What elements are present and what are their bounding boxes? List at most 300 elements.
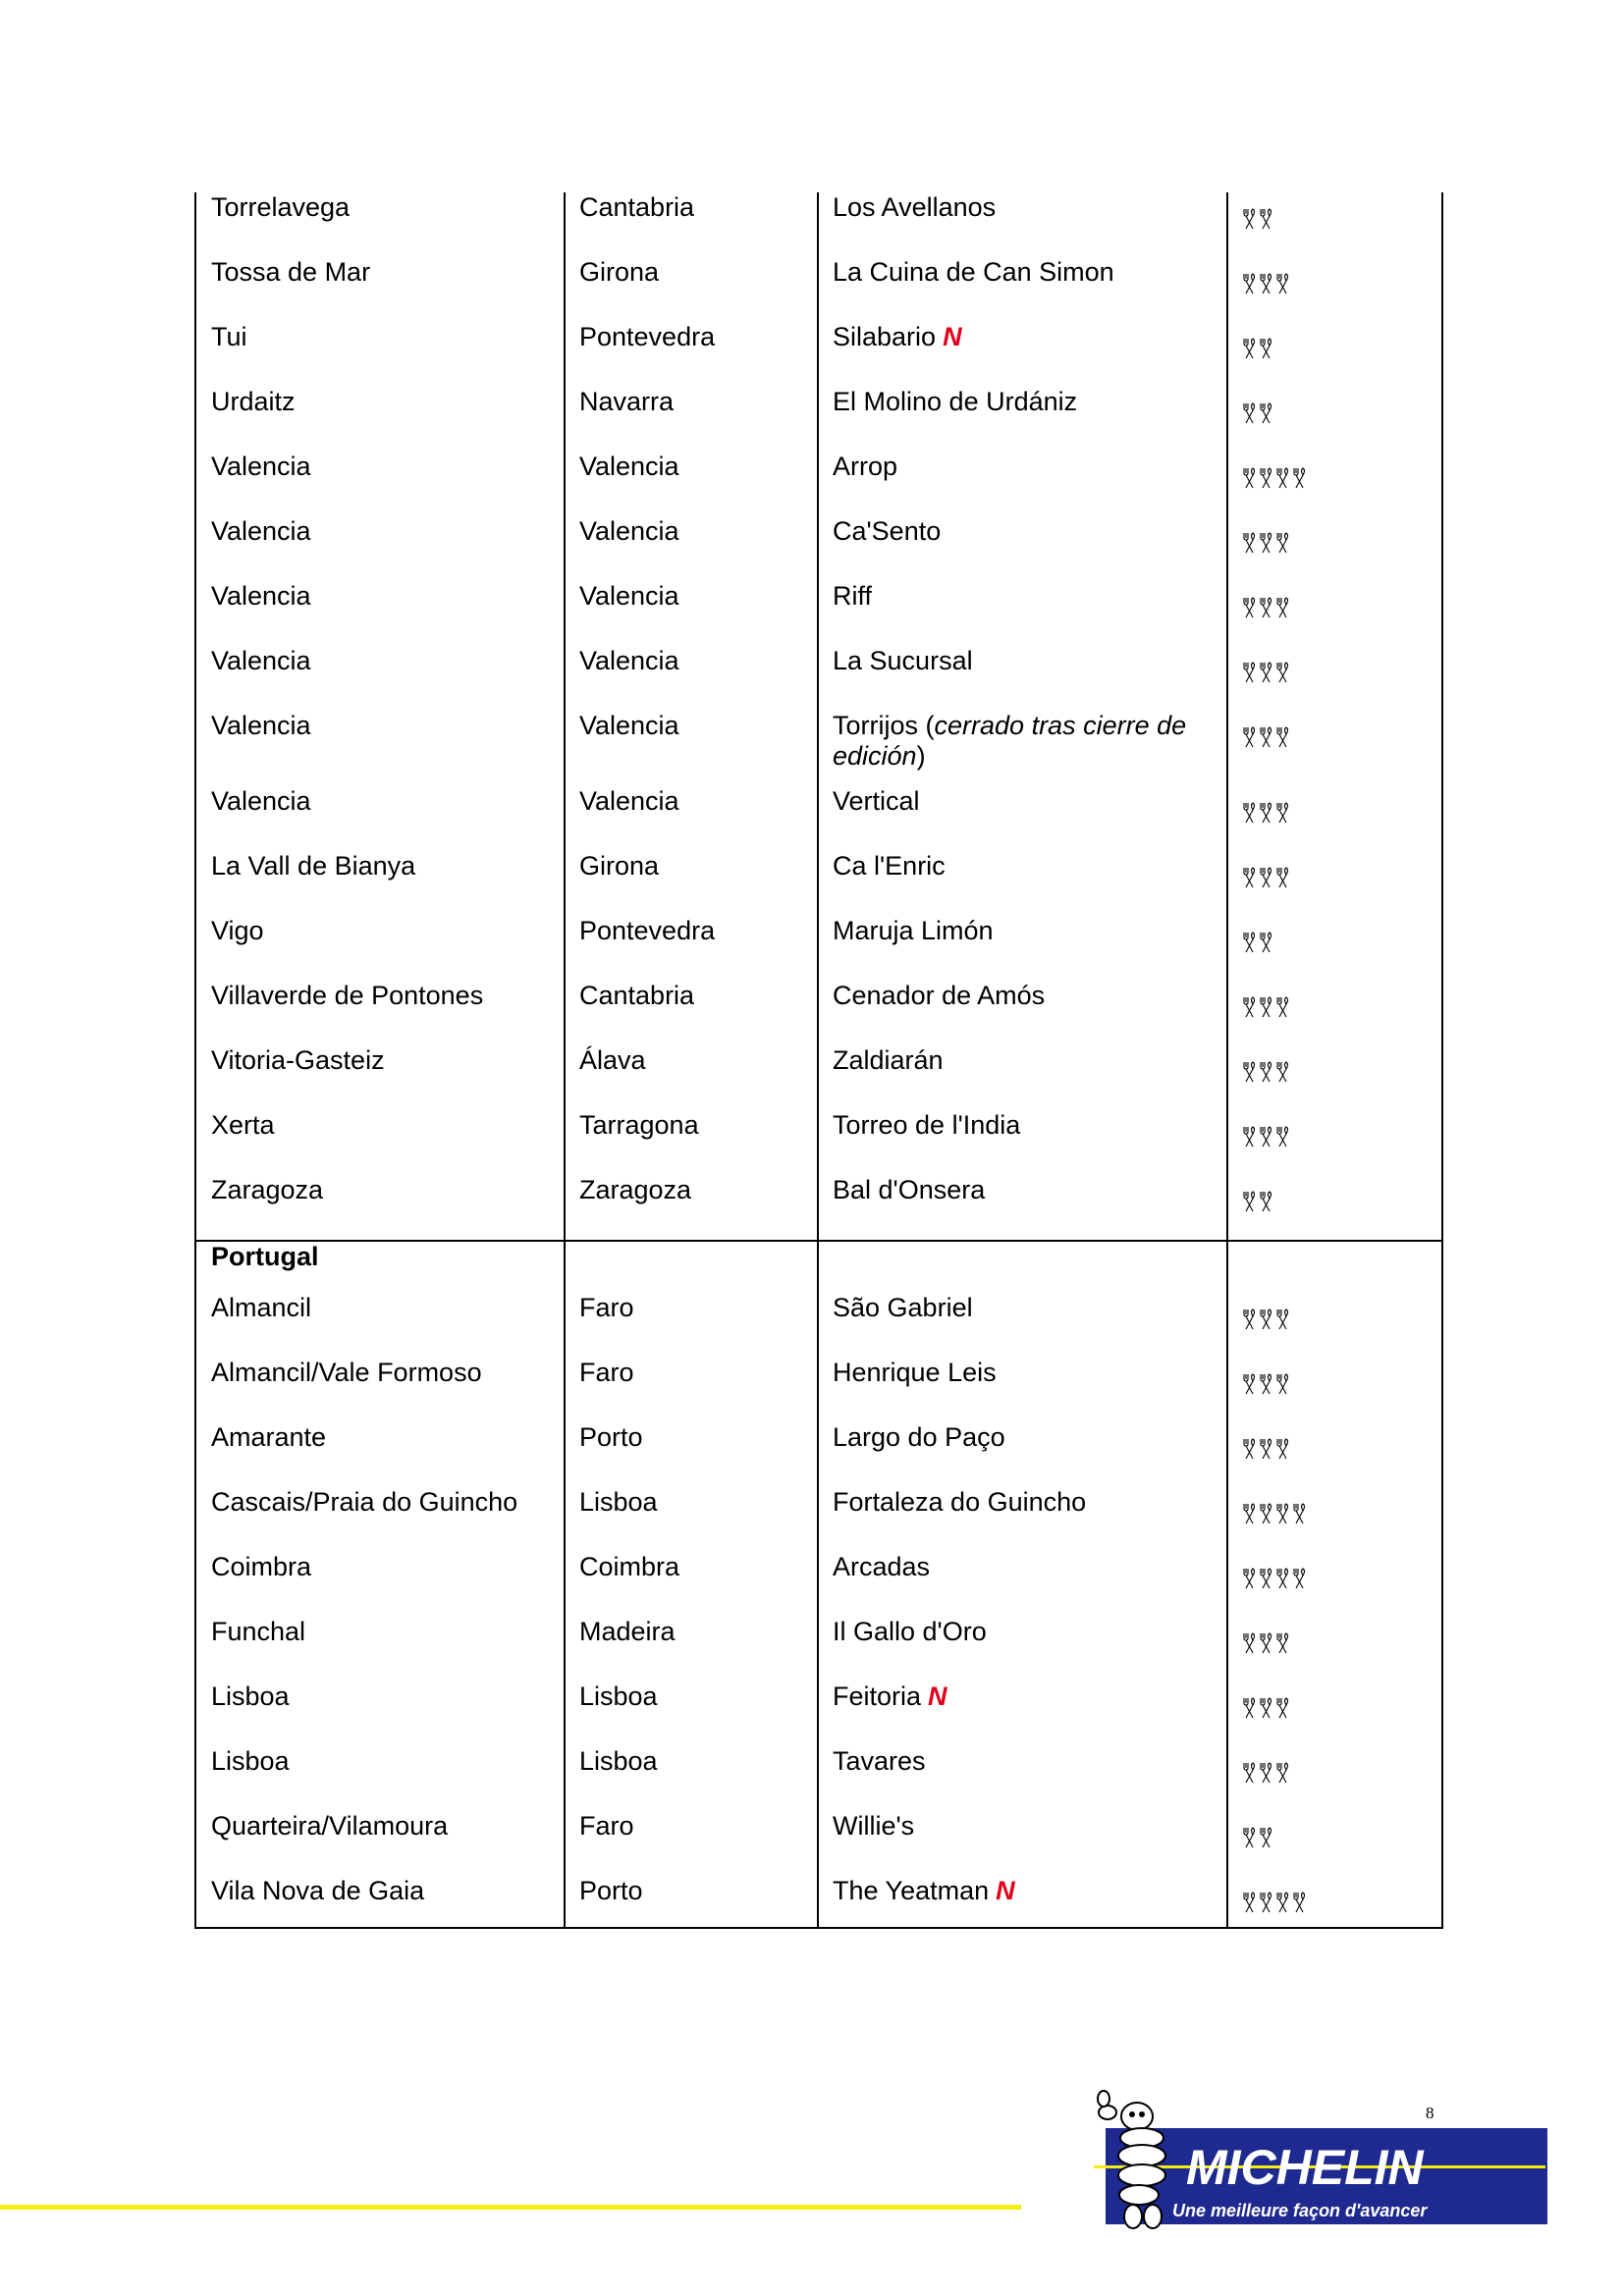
fork-icon (1292, 1890, 1307, 1920)
town-name: Valencia (211, 516, 311, 546)
town-name: Tossa de Mar (211, 257, 371, 287)
fork-icon (1242, 1630, 1257, 1661)
province-cell (565, 1175, 818, 1241)
rating-cell (1227, 981, 1442, 1045)
fork-rating (1242, 1124, 1290, 1154)
rating-cell (1227, 1552, 1442, 1617)
province-name: Valencia (579, 711, 679, 740)
restaurant-name: Vertical (833, 786, 920, 816)
fork-rating (1242, 595, 1290, 625)
fork-rating (1242, 271, 1290, 301)
town-cell (195, 387, 565, 452)
province-cell (565, 851, 818, 916)
province-name: Girona (579, 851, 660, 881)
fork-rating (1242, 206, 1273, 237)
town-cell (195, 1045, 565, 1110)
town-name: Cascais/Praia do Guincho (211, 1487, 518, 1517)
fork-rating (1242, 1825, 1273, 1855)
restaurant-name: Maruja Limón (833, 916, 994, 945)
province-cell (565, 516, 818, 581)
empty-cell (818, 1241, 1227, 1293)
new-badge: N (943, 322, 962, 351)
table-row (195, 1422, 1442, 1487)
fork-icon (1242, 1307, 1257, 1337)
table-row (195, 711, 1442, 786)
province-cell (565, 192, 818, 257)
fork-icon (1242, 1695, 1257, 1726)
province-name: Valencia (579, 516, 679, 546)
rating-cell (1227, 1110, 1442, 1175)
fork-icon (1242, 1825, 1257, 1855)
fork-icon (1275, 1307, 1290, 1337)
town-name: Almancil/Vale Formoso (211, 1358, 482, 1387)
town-name: Vigo (211, 916, 264, 945)
rating-cell (1227, 1487, 1442, 1552)
fork-icon (1259, 1124, 1273, 1154)
town-cell (195, 192, 565, 257)
fork-icon (1275, 994, 1290, 1025)
fork-icon (1259, 1371, 1273, 1402)
rating-cell (1227, 786, 1442, 851)
restaurant-cell (818, 916, 1227, 981)
page-number: 8 (1426, 2104, 1434, 2122)
fork-icon (1259, 1501, 1273, 1531)
restaurant-cell (818, 516, 1227, 581)
restaurant-note: cerrado tras cierre de edición (833, 711, 1187, 771)
rating-cell (1227, 1422, 1442, 1487)
province-cell (565, 581, 818, 646)
fork-icon (1275, 530, 1290, 561)
province-cell (565, 1811, 818, 1876)
table-body (195, 192, 1442, 1928)
province-cell (565, 1487, 818, 1552)
rating-cell (1227, 1811, 1442, 1876)
fork-icon (1259, 1630, 1273, 1661)
restaurant-name: La Sucursal (833, 646, 973, 675)
fork-icon (1259, 206, 1273, 237)
fork-icon (1242, 530, 1257, 561)
rating-cell (1227, 516, 1442, 581)
restaurant-name: São Gabriel (833, 1293, 973, 1322)
table-row (195, 581, 1442, 646)
fork-icon (1259, 660, 1273, 690)
fork-icon (1242, 724, 1257, 755)
town-name: Lisboa (211, 1746, 290, 1776)
province-cell (565, 1293, 818, 1358)
table-row (195, 1746, 1442, 1811)
fork-icon (1275, 1371, 1290, 1402)
province-name: Faro (579, 1811, 634, 1841)
restaurant-name: Henrique Leis (833, 1358, 997, 1387)
restaurant-cell (818, 1746, 1227, 1811)
fork-rating (1242, 1371, 1290, 1402)
province-name: Zaragoza (579, 1175, 692, 1204)
province-cell (565, 1110, 818, 1175)
table-row (195, 1552, 1442, 1617)
restaurant-cell (818, 1293, 1227, 1358)
rating-cell (1227, 711, 1442, 786)
restaurant-cell (818, 1682, 1227, 1746)
logo-brand-name: MICHELIN (1186, 2140, 1424, 2195)
section-header-row (195, 1241, 1442, 1293)
table-row (195, 916, 1442, 981)
table-row (195, 1110, 1442, 1175)
town-name: Torrelavega (211, 192, 351, 222)
town-name: La Vall de Bianya (211, 851, 416, 881)
fork-icon (1275, 1890, 1290, 1920)
restaurant-cell (818, 1552, 1227, 1617)
town-cell (195, 981, 565, 1045)
town-name: Funchal (211, 1617, 306, 1646)
fork-icon (1275, 1760, 1290, 1790)
restaurant-name: Cenador de Amós (833, 981, 1046, 1010)
town-cell (195, 646, 565, 711)
town-name: Villaverde de Pontones (211, 981, 484, 1010)
town-cell (195, 1293, 565, 1358)
restaurant-name: Torrijos ( (833, 711, 935, 740)
table-row (195, 1358, 1442, 1422)
fork-icon (1259, 930, 1273, 960)
fork-rating (1242, 660, 1290, 690)
fork-rating (1242, 1695, 1290, 1726)
restaurant-cell (818, 1110, 1227, 1175)
fork-icon (1259, 1307, 1273, 1337)
town-cell (195, 1811, 565, 1876)
restaurant-name: Los Avellanos (833, 192, 997, 222)
province-cell (565, 322, 818, 387)
rating-cell (1227, 1293, 1442, 1358)
town-cell (195, 322, 565, 387)
table-row (195, 516, 1442, 581)
fork-icon (1259, 271, 1273, 301)
fork-icon (1275, 724, 1290, 755)
table-row (195, 1682, 1442, 1746)
restaurant-cell (818, 1422, 1227, 1487)
town-name: Vila Nova de Gaia (211, 1876, 425, 1905)
town-cell (195, 916, 565, 981)
fork-icon (1292, 465, 1307, 496)
table-row (195, 322, 1442, 387)
new-badge: N (996, 1876, 1015, 1905)
fork-rating (1242, 1890, 1307, 1920)
fork-icon (1275, 1695, 1290, 1726)
restaurant-cell (818, 1487, 1227, 1552)
restaurant-cell (818, 1175, 1227, 1241)
empty-cell (1227, 1241, 1442, 1293)
province-cell (565, 646, 818, 711)
restaurant-name: El Molino de Urdániz (833, 387, 1078, 416)
fork-icon (1292, 1566, 1307, 1596)
town-cell (195, 1617, 565, 1682)
fork-icon (1242, 1890, 1257, 1920)
restaurant-cell (818, 981, 1227, 1045)
fork-rating (1242, 1501, 1307, 1531)
restaurant-cell (818, 851, 1227, 916)
fork-rating (1242, 1189, 1273, 1219)
table-row (195, 257, 1442, 322)
fork-rating (1242, 800, 1290, 830)
restaurant-name: Ca'Sento (833, 516, 942, 546)
town-name: Zaragoza (211, 1175, 324, 1204)
new-badge: N (928, 1682, 947, 1711)
fork-rating (1242, 336, 1273, 366)
restaurant-suffix: ) (916, 741, 926, 771)
fork-icon (1259, 465, 1273, 496)
rating-cell (1227, 1682, 1442, 1746)
logo-slogan: Une meilleure façon d'avancer (1172, 2201, 1428, 2220)
restaurant-name: Largo do Paço (833, 1422, 1005, 1452)
province-cell (565, 1422, 818, 1487)
fork-rating (1242, 530, 1290, 561)
table-row (195, 786, 1442, 851)
fork-icon (1242, 930, 1257, 960)
province-cell (565, 1358, 818, 1422)
town-cell (195, 1358, 565, 1422)
town-name: Xerta (211, 1110, 275, 1140)
town-cell (195, 257, 565, 322)
fork-icon (1259, 400, 1273, 431)
restaurant-name: Il Gallo d'Oro (833, 1617, 987, 1646)
province-cell (565, 786, 818, 851)
fork-icon (1242, 1501, 1257, 1531)
fork-rating (1242, 465, 1307, 496)
fork-icon (1259, 1436, 1273, 1467)
rating-cell (1227, 1175, 1442, 1241)
rating-cell (1227, 387, 1442, 452)
rating-cell (1227, 1358, 1442, 1422)
fork-icon (1275, 800, 1290, 830)
province-name: Coimbra (579, 1552, 680, 1581)
province-name: Valencia (579, 581, 679, 611)
town-cell (195, 1876, 565, 1928)
restaurant-cell (818, 711, 1227, 786)
town-cell (195, 1422, 565, 1487)
fork-icon (1259, 336, 1273, 366)
rating-cell (1227, 1746, 1442, 1811)
fork-rating (1242, 1436, 1290, 1467)
table-row (195, 387, 1442, 452)
province-name: Pontevedra (579, 322, 716, 351)
restaurant-name: Arrop (833, 452, 898, 481)
fork-icon (1275, 465, 1290, 496)
fork-rating (1242, 400, 1273, 431)
fork-rating (1242, 1630, 1290, 1661)
fork-icon (1275, 865, 1290, 895)
fork-icon (1242, 660, 1257, 690)
fork-icon (1292, 1501, 1307, 1531)
province-cell (565, 1045, 818, 1110)
town-cell (195, 516, 565, 581)
town-name: Lisboa (211, 1682, 290, 1711)
town-cell (195, 1746, 565, 1811)
fork-icon (1242, 1760, 1257, 1790)
town-cell (195, 581, 565, 646)
province-name: Lisboa (579, 1746, 658, 1776)
fork-icon (1275, 595, 1290, 625)
restaurant-cell (818, 257, 1227, 322)
fork-rating (1242, 930, 1273, 960)
province-name: Porto (579, 1422, 643, 1452)
restaurant-cell (818, 387, 1227, 452)
province-cell (565, 1552, 818, 1617)
fork-icon (1259, 994, 1273, 1025)
table-row (195, 646, 1442, 711)
empty-cell (565, 1241, 818, 1293)
fork-icon (1259, 1825, 1273, 1855)
fork-icon (1259, 865, 1273, 895)
province-name: Lisboa (579, 1487, 658, 1517)
fork-rating (1242, 1059, 1290, 1090)
fork-icon (1259, 1189, 1273, 1219)
fork-icon (1242, 1436, 1257, 1467)
province-name: Faro (579, 1358, 634, 1387)
province-cell (565, 1617, 818, 1682)
town-cell (195, 786, 565, 851)
fork-icon (1259, 724, 1273, 755)
town-name: Valencia (211, 786, 311, 816)
fork-icon (1242, 1124, 1257, 1154)
restaurant-name: Bal d'Onsera (833, 1175, 986, 1204)
town-name: Valencia (211, 711, 311, 740)
region-name: Portugal (211, 1242, 319, 1271)
fork-icon (1242, 206, 1257, 237)
province-name: Girona (579, 257, 660, 287)
fork-icon (1259, 1566, 1273, 1596)
province-cell (565, 1682, 818, 1746)
table-row (195, 1811, 1442, 1876)
fork-rating (1242, 1760, 1290, 1790)
town-name: Quarteira/Vilamoura (211, 1811, 449, 1841)
province-name: Faro (579, 1293, 634, 1322)
rating-cell (1227, 322, 1442, 387)
rating-cell (1227, 1876, 1442, 1928)
region-cell (195, 1241, 565, 1293)
restaurant-cell (818, 1617, 1227, 1682)
province-name: Álava (579, 1045, 646, 1075)
fork-icon (1259, 800, 1273, 830)
province-name: Valencia (579, 646, 679, 675)
town-cell (195, 1682, 565, 1746)
fork-icon (1242, 1059, 1257, 1090)
province-name: Valencia (579, 786, 679, 816)
table-row (195, 851, 1442, 916)
fork-icon (1242, 994, 1257, 1025)
restaurant-cell (818, 1045, 1227, 1110)
fork-icon (1275, 1566, 1290, 1596)
table-row (195, 1293, 1442, 1358)
fork-icon (1242, 271, 1257, 301)
restaurant-cell (818, 452, 1227, 516)
restaurant-name: Silabario (833, 322, 937, 351)
province-cell (565, 452, 818, 516)
table-row (195, 452, 1442, 516)
province-name: Pontevedra (579, 916, 716, 945)
table-row (195, 1045, 1442, 1110)
fork-icon (1259, 1760, 1273, 1790)
restaurant-name: Riff (833, 581, 873, 611)
fork-icon (1242, 1566, 1257, 1596)
fork-rating (1242, 1307, 1290, 1337)
restaurant-name: Fortaleza do Guincho (833, 1487, 1087, 1517)
restaurant-cell (818, 192, 1227, 257)
province-cell (565, 916, 818, 981)
town-cell (195, 452, 565, 516)
province-name: Tarragona (579, 1110, 699, 1140)
fork-icon (1275, 1436, 1290, 1467)
fork-icon (1275, 1630, 1290, 1661)
fork-icon (1242, 1189, 1257, 1219)
town-cell (195, 711, 565, 786)
restaurant-cell (818, 581, 1227, 646)
town-cell (195, 1487, 565, 1552)
province-name: Madeira (579, 1617, 676, 1646)
town-name: Coimbra (211, 1552, 312, 1581)
table-row (195, 1175, 1442, 1241)
province-cell (565, 711, 818, 786)
table-row (195, 1487, 1442, 1552)
province-name: Cantabria (579, 981, 695, 1010)
province-name: Lisboa (579, 1682, 658, 1711)
rating-cell (1227, 1617, 1442, 1682)
restaurant-name: Willie's (833, 1811, 915, 1841)
town-name: Vitoria-Gasteiz (211, 1045, 385, 1075)
province-cell (565, 1876, 818, 1928)
fork-icon (1275, 660, 1290, 690)
fork-icon (1259, 530, 1273, 561)
town-cell (195, 1552, 565, 1617)
province-cell (565, 1746, 818, 1811)
town-name: Amarante (211, 1422, 327, 1452)
fork-icon (1242, 336, 1257, 366)
province-cell (565, 257, 818, 322)
fork-icon (1275, 1059, 1290, 1090)
province-name: Navarra (579, 387, 675, 416)
restaurant-name: Torreo de l'India (833, 1110, 1021, 1140)
restaurant-cell (818, 322, 1227, 387)
michelin-logo (1088, 2087, 1559, 2244)
fork-icon (1242, 1371, 1257, 1402)
restaurant-cell (818, 646, 1227, 711)
fork-rating (1242, 865, 1290, 895)
town-cell (195, 1110, 565, 1175)
table-row (195, 1876, 1442, 1928)
town-name: Valencia (211, 452, 311, 481)
province-name: Valencia (579, 452, 679, 481)
fork-rating (1242, 724, 1290, 755)
fork-icon (1275, 1501, 1290, 1531)
province-name: Porto (579, 1876, 643, 1905)
restaurant-name: Feitoria (833, 1682, 922, 1711)
table-row (195, 981, 1442, 1045)
fork-icon (1259, 1059, 1273, 1090)
province-cell (565, 387, 818, 452)
restaurant-name: Zaldiarán (833, 1045, 944, 1075)
restaurant-name: Tavares (833, 1746, 926, 1776)
town-name: Tui (211, 322, 247, 351)
rating-cell (1227, 851, 1442, 916)
fork-icon (1242, 865, 1257, 895)
town-cell (195, 1175, 565, 1241)
restaurant-cell (818, 1811, 1227, 1876)
province-cell (565, 981, 818, 1045)
fork-icon (1242, 595, 1257, 625)
fork-rating (1242, 994, 1290, 1025)
fork-icon (1275, 271, 1290, 301)
fork-icon (1242, 800, 1257, 830)
restaurant-table (194, 192, 1443, 1929)
rating-cell (1227, 1045, 1442, 1110)
restaurant-cell (818, 786, 1227, 851)
